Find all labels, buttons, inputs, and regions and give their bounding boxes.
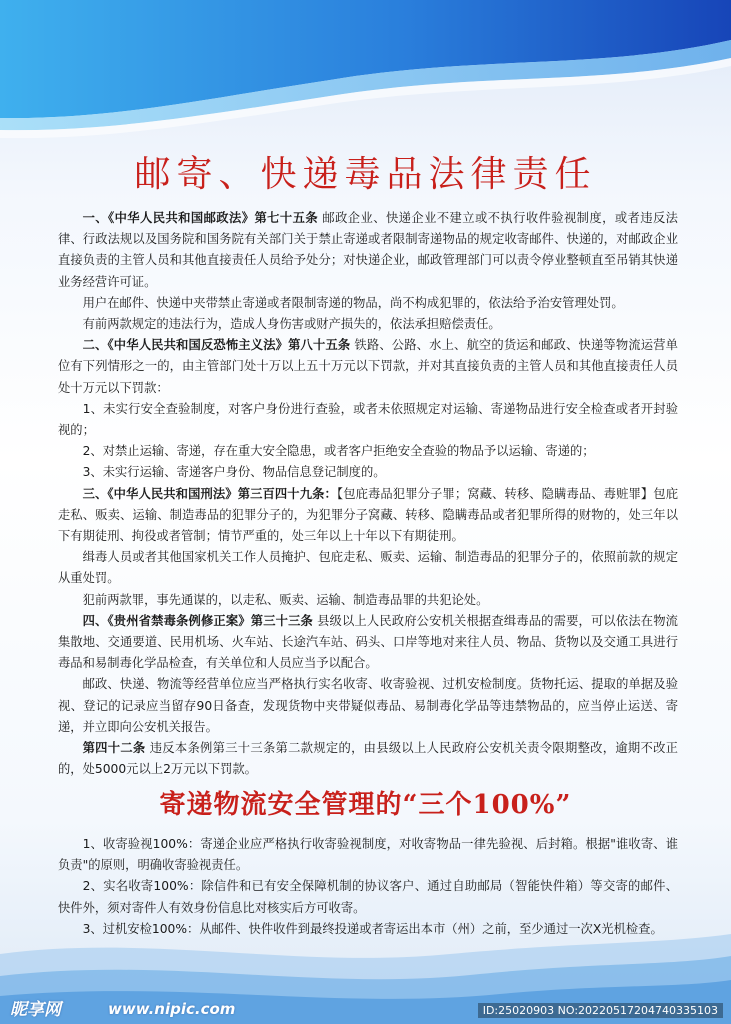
section-3-paragraph-3: 犯前两款罪，事先通谋的，以走私、贩卖、运输、制造毒品罪的共犯论处。 — [82, 592, 489, 607]
section-4-text: 县级以上人民政府公安机关根据查缉毒品的需要，可以依法在物流集散地、交通要道、民用机场、火车站、长途汽车站、码头、口岸等地对来往人员、物品、货物以及交通工具进行毒品和易制毒化学品检查，有关单位和人员应当予以配合。 — [58, 613, 678, 671]
section-3-text: 【包庇毒品犯罪分子罪；窝藏、转移、隐瞒毒品、毒赃罪】包庇走私、贩卖、运输、制造毒品的犯罪分子的，为犯罪分子窝藏、转移、隐瞒毒品或者犯罪所得的财物的，处三年以下有期徒刑、拘役或者管制；情节严重的，处三年以上十年以下有期徒刑。 — [58, 486, 678, 544]
watermark-logo: 昵享网 — [10, 1000, 61, 1020]
measure-2: 2、实名收寄100%：除信件和已有安全保障机制的协议客户、通过自助邮局（智能快件箱）等交寄的邮件、快件外，须对寄件人有效身份信息比对核实后方可收寄。 — [58, 879, 678, 915]
section-4-paragraph-2: 邮政、快递、物流等经营单位应当严格执行实名收寄、收寄验视、过机安检制度。货物托运、提取的单据及验视、登记的记录应当留存90日备查，发现货物中夹带疑似毒品、易制毒化学品等违禁物品的，应当停止运送、寄递，并立即向公安机关报告。 — [58, 677, 678, 734]
section-1 — [58, 208, 678, 293]
section-2-item-1: 1、未实行安全查验制度，对客户身份进行查验，或者未依照规定对运输、寄递物品进行安全检查或者开封验视的； — [58, 401, 678, 438]
page-title: 邮寄、快递毒品法律责任 — [134, 154, 597, 195]
section-4-lead-2: 第四十二条 — [82, 741, 146, 756]
section-1-text: 邮政企业、快递企业不建立或不执行收件验视制度，或者违反法律、行政法规以及国务院和国务院有关部门关于禁止寄递或者限制寄递物品的规定收寄邮件、快递的，对邮政企业直接负责的主管人员和其他直接责任人员给予处分；对快递企业，邮政管理部门可以责令停业整顿直至吊销其快递业务经营许可证。 — [58, 211, 678, 289]
section-4-paragraph-3-text: 违反本条例第三十三条第二款规定的，由县级以上人民政府公安机关责令限期整改，逾期不改正的，处5000元以上2万元以下罚款。 — [58, 741, 678, 777]
section-4-lead: 四、《贵州省禁毒条例修正案》第三十三条 — [82, 613, 313, 628]
section-1-paragraph-2: 用户在邮件、快递中夹带禁止寄递或者限制寄递的物品，尚不构成犯罪的，依法给予治安管理处罚。 — [82, 295, 624, 310]
watermark-url: www.nipic.com — [108, 1000, 236, 1018]
watermark-id: ID:25020903 NO:20220517204740335103 — [478, 1003, 723, 1018]
section-3-paragraph-2: 缉毒人员或者其他国家机关工作人员掩护、包庇走私、贩卖、运输、制造毒品的犯罪分子的，依照前款的规定从重处罚。 — [58, 550, 678, 586]
section-1-paragraph-3: 有前两款规定的违法行为，造成人身伤害或财产损失的，依法承担赔偿责任。 — [82, 317, 501, 332]
section-2-text: 铁路、公路、水上、航空的货运和邮政、快递等物流运营单位有下列情形之一的，由主管部门处十万以上五十万元以下罚款，并对其直接负责的主管人员和其他直接责任人员处十万元以下罚款： — [58, 338, 678, 395]
subtitle: 寄递物流安全管理的“三个100%” — [159, 790, 572, 820]
section-2 — [58, 335, 678, 399]
section-2-item-3: 3、未实行运输、寄递客户身份、物品信息登记制度的。 — [82, 465, 386, 480]
section-3 — [58, 484, 678, 548]
section-4-paragraph-3 — [58, 738, 678, 780]
measure-3: 3、过机安检100%：从邮件、快件收件到最终投递或者寄运出本市（州）之前，至少通过一次X光机检查。 — [82, 921, 663, 936]
section-2-lead: 二、《中华人民共和国反恐怖主义法》第八十五条 — [82, 338, 351, 353]
law-content — [58, 208, 678, 780]
top-wave-banner — [0, 0, 731, 150]
section-1-lead: 一、《中华人民共和国邮政法》第七十五条 — [82, 211, 319, 225]
section-4 — [58, 611, 678, 675]
section-2-item-2: 2、对禁止运输、寄递，存在重大安全隐患，或者客户拒绝安全查验的物品予以运输、寄递的； — [82, 444, 595, 459]
measure-1: 1、收寄验视100%：寄递企业应严格执行收寄验视制度，对收寄物品一律先验视、后封箱。根据"谁收寄、谁负责"的原则，明确收寄验视责任。 — [58, 837, 678, 873]
section-3-lead: 三、《中华人民共和国刑法》第三百四十九条： — [82, 486, 337, 501]
